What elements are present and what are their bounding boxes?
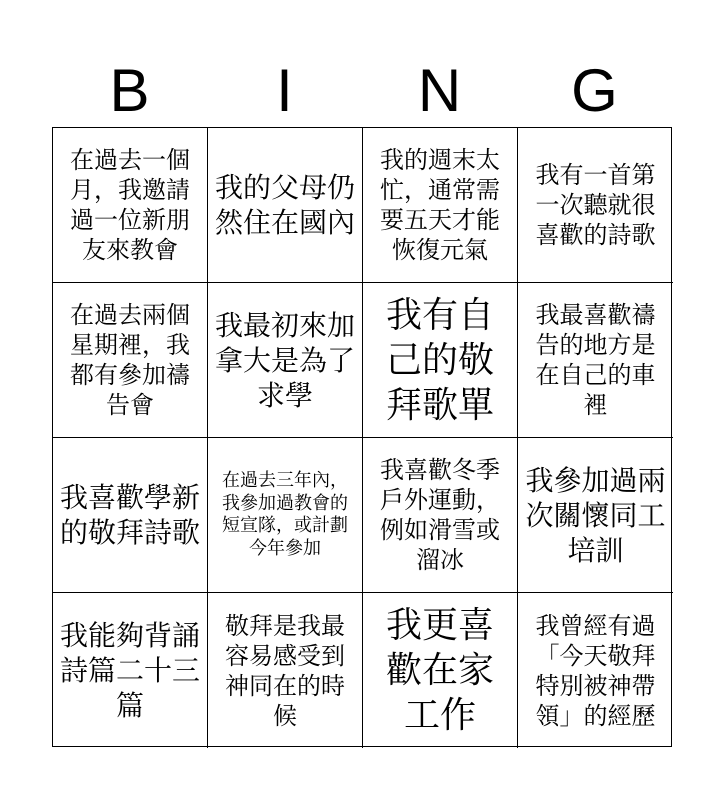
bingo-cell-text: 我參加過兩次關懷同工培訓 (525, 463, 666, 567)
header-letter-n: N (417, 57, 462, 124)
bingo-cell-text: 我的父母仍然住在國內 (214, 171, 355, 239)
header-letter-i: I (276, 57, 293, 124)
bingo-cell-text: 我的週末太忙，通常需要五天才能恢復元氣 (380, 146, 500, 264)
bingo-cell-text: 在過去三年內，我參加過教會的短宣隊，或計劃今年參加 (222, 470, 348, 559)
bingo-cell-text: 我有自己的敬拜歌單 (385, 294, 494, 426)
bingo-cell-text: 在過去兩個星期裡，我都有參加禱告會 (70, 301, 190, 419)
bingo-cell-1[interactable] (53, 128, 208, 283)
bingo-cell-text: 我曾經有過「今天敬拜特別被神帶領」的經歷 (535, 611, 656, 730)
bingo-cell-text: 我最初來加拿大是為了求學 (214, 308, 355, 412)
bingo-cell-text: 在過去一個月，我邀請過一位新朋友來教會 (70, 146, 190, 264)
bingo-cell-7[interactable] (363, 283, 518, 438)
bingo-cell-text: 我喜歡學新的敬拜詩歌 (59, 481, 200, 549)
bingo-cell-16[interactable] (518, 593, 673, 748)
bingo-cell-5[interactable] (53, 283, 208, 438)
bingo-cell-4[interactable] (518, 128, 673, 283)
bingo-cell-6[interactable] (208, 283, 363, 438)
bingo-cell-12[interactable] (518, 438, 673, 593)
bingo-cell-text: 我更喜歡在家工作 (385, 605, 494, 736)
bingo-cell-text: 我最喜歡禱告的地方是在自己的車裡 (535, 301, 656, 419)
bingo-grid (52, 127, 672, 747)
bingo-cell-11[interactable] (363, 438, 518, 593)
bingo-cell-9[interactable] (53, 438, 208, 593)
bingo-cell-10[interactable] (208, 438, 363, 593)
bingo-header (52, 58, 672, 124)
bingo-cell-8[interactable] (518, 283, 673, 438)
bingo-cell-15[interactable] (363, 593, 518, 748)
bingo-cell-2[interactable] (208, 128, 363, 283)
bingo-cell-text: 我能夠背誦詩篇二十三篇 (59, 619, 200, 722)
bingo-cell-3[interactable] (363, 128, 518, 283)
bingo-cell-text: 我喜歡冬季戶外運動，例如滑雪或溜冰 (380, 456, 500, 574)
header-letter-g: G (571, 57, 618, 124)
bingo-cell-13[interactable] (53, 593, 208, 748)
bingo-cell-text: 我有一首第一次聽就很喜歡的詩歌 (535, 161, 656, 249)
header-letter-b: B (109, 57, 150, 124)
bingo-cell-text: 敬拜是我最容易感受到神同在的時候 (225, 611, 345, 730)
bingo-cell-14[interactable] (208, 593, 363, 748)
